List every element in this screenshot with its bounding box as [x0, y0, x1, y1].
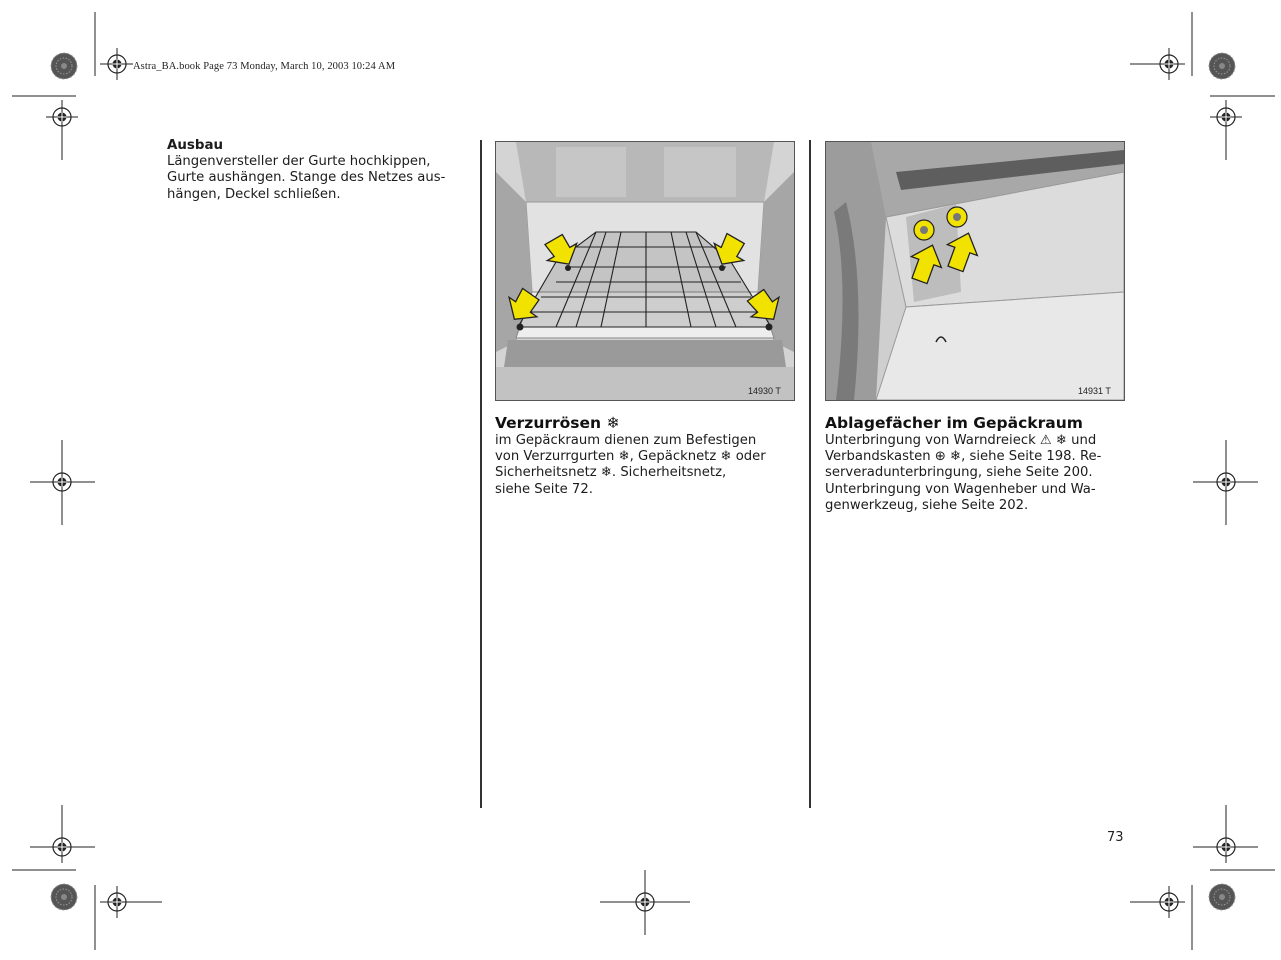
registration-disc-icon [51, 884, 77, 910]
paragraph-line: Unterbringung von Wagenheber und Wa- [825, 481, 1096, 497]
paragraph-line: Verbandskasten ⊕ ❄, siehe Seite 198. Re- [825, 449, 1102, 465]
section-heading-verzurroesen: Verzurrösen ❄ [495, 414, 620, 432]
crosshair-icon [101, 48, 133, 80]
paragraph-line: Sicherheitsnetz ❄. Sicherheitsnetz, [495, 465, 727, 481]
paragraph-line: Längenversteller der Gurte hochkippen, [167, 154, 431, 170]
crosshair-icon [1153, 886, 1185, 918]
paragraph-line: siehe Seite 72. [495, 481, 593, 497]
left-column [167, 138, 467, 203]
crosshair-icon [1153, 48, 1185, 80]
crosshair-icon [1210, 831, 1242, 863]
print-header: Astra_BA.book Page 73 Monday, March 10, 2003 10:24 AM [133, 61, 396, 72]
paragraph-line: serveradunterbringung, siehe Seite 200. [825, 465, 1093, 481]
paragraph-line: Unterbringung von Warndreieck ⚠ ❄ und [825, 433, 1097, 448]
column-divider-left [480, 140, 482, 808]
section-heading-ausbau: Ausbau [167, 138, 224, 153]
column-divider-right [809, 140, 811, 808]
crosshair-icon [46, 831, 78, 863]
crosshair-icon [1210, 101, 1242, 133]
page-number: 73 [1107, 830, 1124, 845]
right-column [825, 414, 1130, 514]
section-heading-ablagefaecher: Ablagefächer im Gepäckraum [825, 414, 1083, 432]
middle-column [495, 414, 800, 498]
paragraph-line: im Gepäckraum dienen zum Befestigen [495, 433, 757, 448]
paragraph-line: hängen, Deckel schließen. [167, 186, 341, 202]
photo-trunk-storage-compartments [825, 141, 1125, 401]
crosshair-icon [1210, 466, 1242, 498]
image-code-label: 14930 T [748, 386, 781, 396]
registration-disc-icon [1209, 53, 1235, 79]
paragraph-line: von Verzurrgurten ❄, Gepäcknetz ❄ oder [495, 449, 766, 465]
paragraph-line: genwerkzeug, siehe Seite 202. [825, 497, 1029, 513]
crosshair-icon [46, 101, 78, 133]
paragraph-line: Gurte aushängen. Stange des Netzes aus- [167, 170, 446, 186]
photo-trunk-tie-down-eyes [495, 141, 795, 401]
registration-disc-icon [51, 53, 77, 79]
crosshair-icon [629, 886, 661, 918]
image-code-label: 14931 T [1078, 386, 1111, 396]
crosshair-icon [46, 466, 78, 498]
registration-disc-icon [1209, 884, 1235, 910]
crosshair-icon [101, 886, 133, 918]
